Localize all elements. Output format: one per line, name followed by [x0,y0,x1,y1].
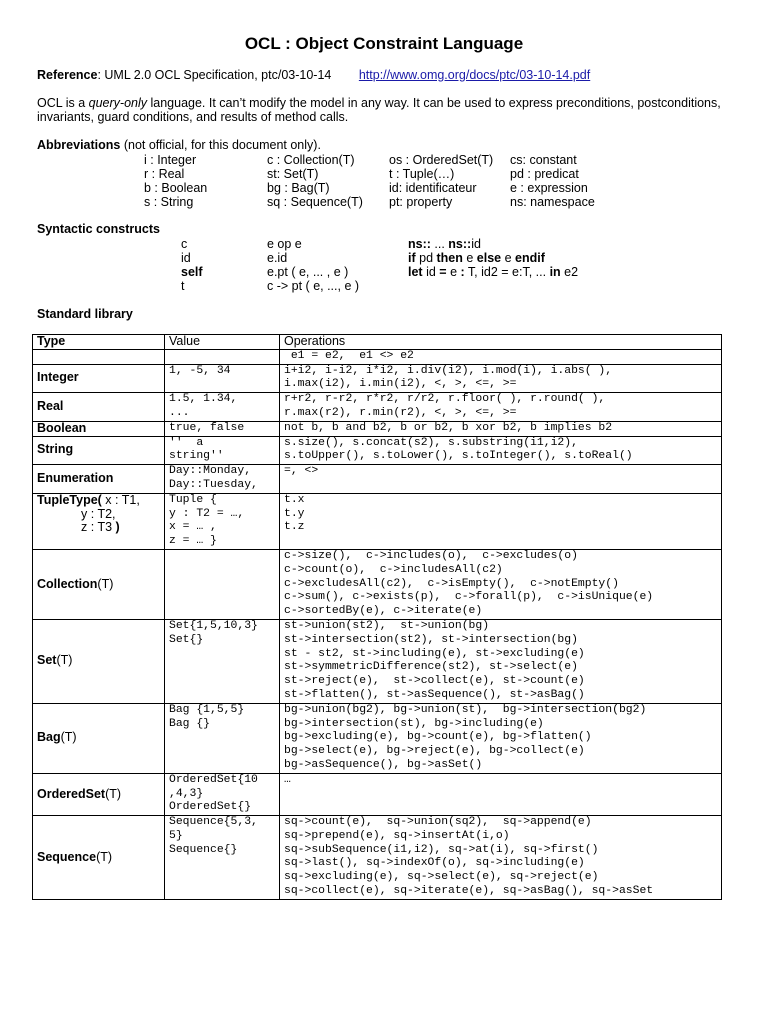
abbreviations-note: (not official, for this document only). [120,138,321,152]
value-cell: 1, -5, 34 [165,364,280,393]
table-row [33,703,722,773]
equality-ops: e1 = e2, e1 <> e2 [280,349,722,364]
header-operations: Operations [280,335,722,350]
abbreviation-item: pt: property [389,195,453,209]
syntactic-item: self [181,265,203,279]
syntactic-item: c -> pt ( e, ..., e ) [267,279,360,293]
syntactic-item: e op e [267,237,302,251]
header-type: Type [33,335,165,350]
operations-cell: i+i2, i-i2, i*i2, i.div(i2), i.mod(i), i.abs( ), i.max(i2), i.min(i2), <, >, <=, >= [280,364,722,393]
header-value: Value [165,335,280,350]
operations-cell: … [280,773,722,815]
type-cell: Bag(T) [33,703,165,773]
table-row [33,421,722,436]
reference-line [37,68,590,82]
reference-label: Reference [37,68,98,82]
abbreviation-item: bg : Bag(T) [267,181,330,195]
syntactic-item: c [181,237,188,251]
abbreviation-item: os : OrderedSet(T) [389,153,494,167]
value-cell [165,549,280,619]
stdlib-heading: Standard library [37,307,133,321]
value-cell: '' a string'' [165,436,280,465]
value-cell: OrderedSet{10 ,4,3} OrderedSet{} [165,773,280,815]
value-cell: Bag {1,5,5} Bag {} [165,703,280,773]
type-cell: OrderedSet(T) [33,773,165,815]
abbreviation-item: c : Collection(T) [267,153,355,167]
value-cell: 1.5, 1.34, ... [165,393,280,422]
operations-cell: st->union(st2), st->union(bg) st->intersection(st2), st->intersection(bg) st - st2, st->including(e), st->excluding(e) st->symmetricDifference(st2), st->select(e) st->reject(e), st->collect(e), st->count(e) st->flatten(), st->asSequence(), st->asBag() [280,619,722,703]
table-row [33,493,722,549]
table-row [33,465,722,494]
page-title: OCL : Object Constraint Language [244,34,524,53]
table-row [33,773,722,815]
stdlib-table [32,334,722,900]
operations-cell: t.x t.y t.z [280,493,722,549]
syntactic-item: e.id [267,251,288,265]
intro-paragraph [37,96,727,124]
type-cell: Sequence(T) [33,816,165,900]
abbreviation-item: st: Set(T) [267,167,319,181]
intro-text-1: OCL is a [37,96,89,110]
type-cell: String [33,436,165,465]
abbreviation-item: b : Boolean [144,181,208,195]
reference-text: : UML 2.0 OCL Specification, ptc/03-10-14 [97,68,332,82]
table-row [33,549,722,619]
operations-cell: s.size(), s.concat(s2), s.substring(i1,i2), s.toUpper(), s.toLower(), s.toInteger(), s.toReal() [280,436,722,465]
abbreviation-item: sq : Sequence(T) [267,195,363,209]
type-cell: Real [33,393,165,422]
abbreviation-item: e : expression [510,181,588,195]
table-row-equality [33,349,722,364]
table-row [33,364,722,393]
value-cell: Day::Monday, Day::Tuesday, [165,465,280,494]
syntactic-heading: Syntactic constructs [37,222,160,236]
table-row [33,436,722,465]
abbreviation-item: r : Real [144,167,185,181]
syntactic-namespace: ns:: ... ns::id [408,237,481,251]
abbreviations-heading-line [37,138,321,152]
intro-text-2: language. It can’t modify the model in any way. It can be used to express preconditions, postconditions, invariants, guard conditions, and results of method calls. [37,96,721,124]
abbreviation-item: s : String [144,195,194,209]
syntactic-let: let id = e : T, id2 = e:T, ... in e2 [408,265,579,279]
abbreviation-item: pd : predicat [510,167,579,181]
table-row [33,619,722,703]
abbreviation-item: ns: namespace [510,195,595,209]
type-cell: TupleType( x : T1, y : T2, z : T3 ) [33,493,165,549]
reference-link[interactable]: http://www.omg.org/docs/ptc/03-10-14.pdf [358,68,591,82]
syntactic-item: id [181,251,191,265]
operations-cell: c->size(), c->includes(o), c->excludes(o) c->count(o), c->includesAll(c2) c->excludesAll(c2), c->isEmpty(), c->notEmpty() c->sum(), c->exists(p), c->forall(p), c->isUnique(e) c->sortedBy(e), c->iterate(e) [280,549,722,619]
operations-cell: sq->count(e), sq->union(sq2), sq->append(e) sq->prepend(e), sq->insertAt(i,o) sq->subSequence(i1,i2), sq->at(i), sq->first() sq->last(), sq->indexOf(o), sq->including(e) sq->excluding(e), sq->select(e), sq->reject(e) sq->collect(e), sq->iterate(e), sq->asBag(), sq->asSet [280,816,722,900]
abbreviation-item: id: identificateur [389,181,477,195]
type-cell: Integer [33,364,165,393]
table-row [33,393,722,422]
abbreviations-heading: Abbreviations [37,138,121,152]
table-header-row [33,335,722,350]
type-cell: Enumeration [33,465,165,494]
operations-cell: not b, b and b2, b or b2, b xor b2, b implies b2 [280,421,722,436]
operations-cell: =, <> [280,465,722,494]
abbreviation-item: i : Integer [144,153,197,167]
type-cell: Set(T) [33,619,165,703]
type-cell: Boolean [33,421,165,436]
table-row [33,816,722,900]
abbreviation-item: t : Tuple(…) [389,167,455,181]
operations-cell: r+r2, r-r2, r*r2, r/r2, r.floor( ), r.round( ), r.max(r2), r.min(r2), <, >, <=, >= [280,393,722,422]
type-cell: Collection(T) [33,549,165,619]
syntactic-item: e.pt ( e, ... , e ) [267,265,349,279]
value-cell: Sequence{5,3, 5} Sequence{} [165,816,280,900]
value-cell: Set{1,5,10,3} Set{} [165,619,280,703]
intro-emphasis: query-only [88,96,148,110]
operations-cell: bg->union(bg2), bg->union(st), bg->intersection(bg2) bg->intersection(st), bg->including(e) bg->excluding(e), bg->count(e), bg->flatten() bg->select(e), bg->reject(e), bg->collect(e) bg->asSequence(), bg->asSet() [280,703,722,773]
syntactic-if: if pd then e else e endif [408,251,545,265]
value-cell: Tuple { y : T2 = …, x = … , z = … } [165,493,280,549]
abbreviation-item: cs: constant [510,153,577,167]
syntactic-item: t [181,279,185,293]
value-cell: true, false [165,421,280,436]
